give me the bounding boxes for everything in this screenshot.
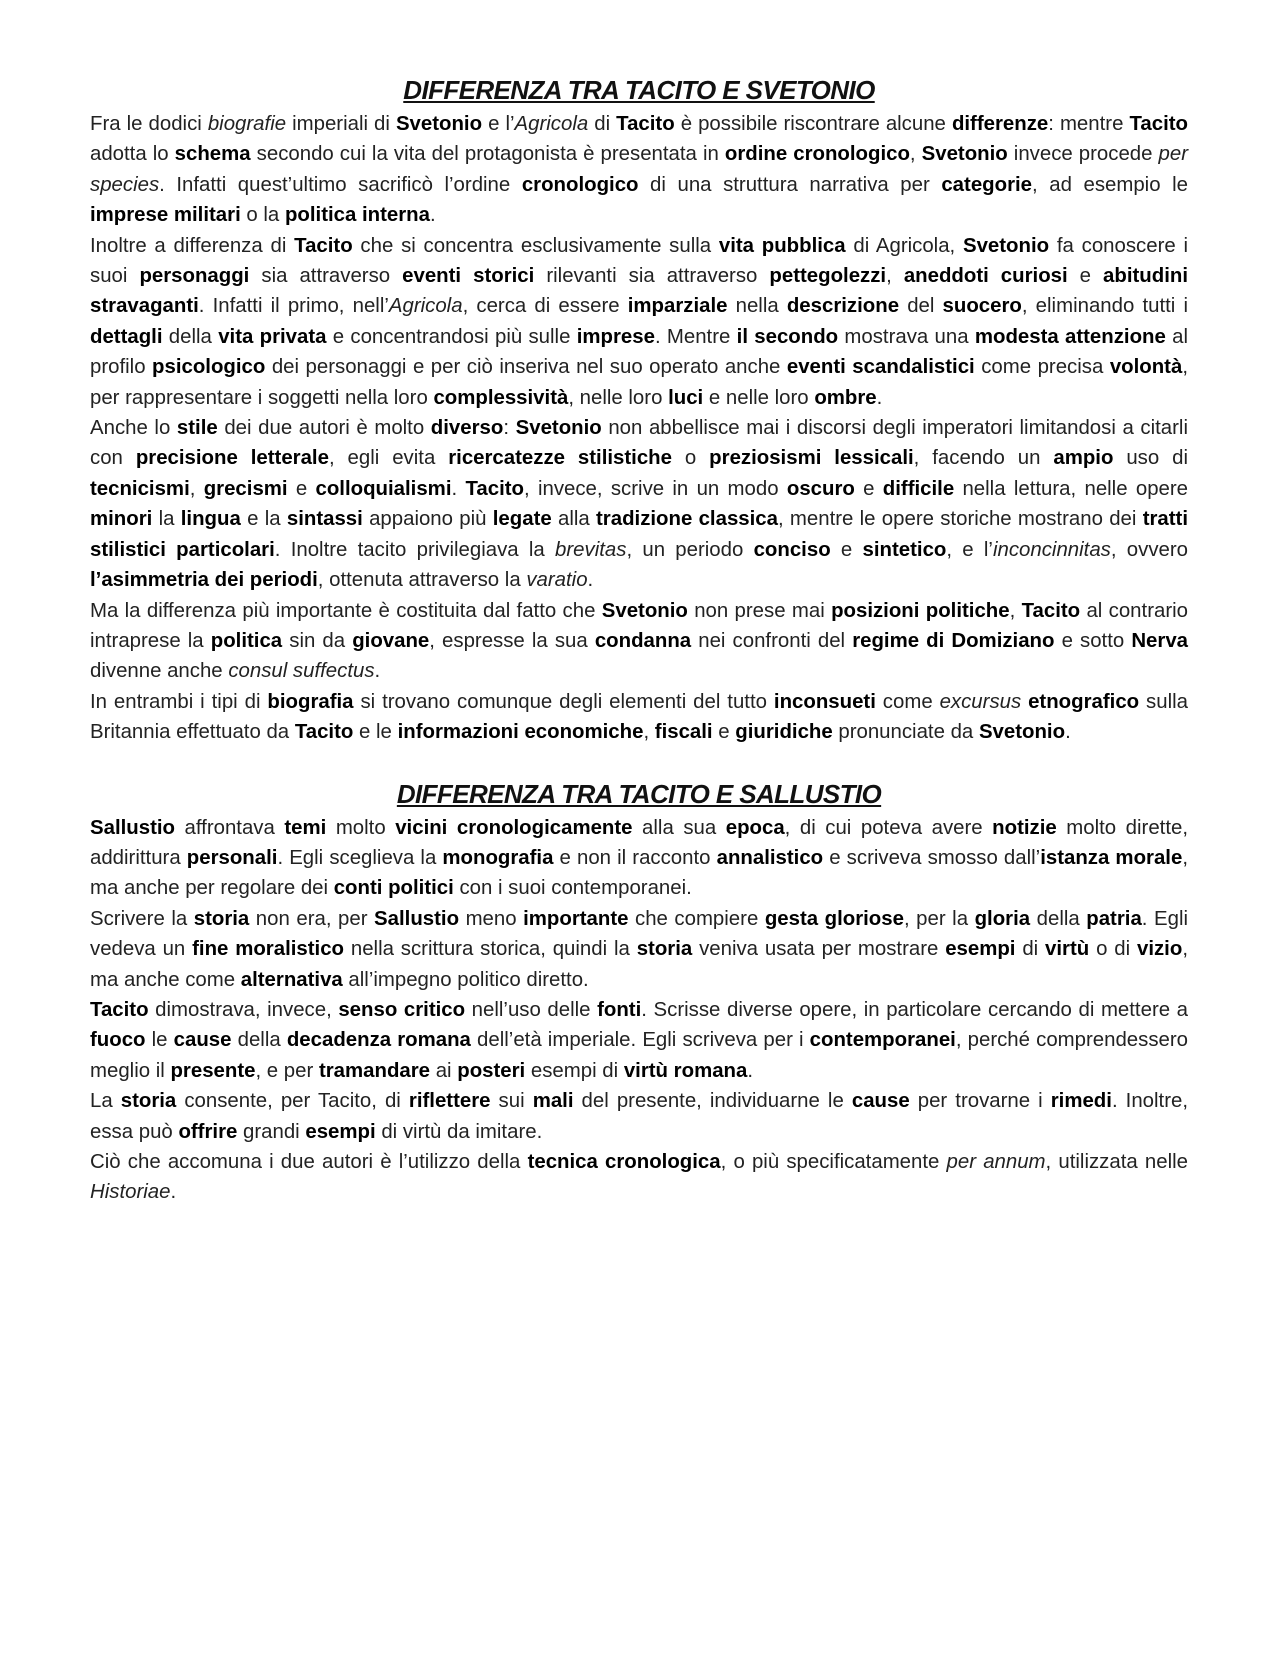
bold-term: temi <box>284 816 327 839</box>
bold-term: personali <box>186 846 278 869</box>
italic-term: per annum <box>946 1151 1046 1173</box>
bold-term: suocero <box>942 295 1022 318</box>
bold-term: annalistico <box>716 846 824 869</box>
bold-term: senso critico <box>338 998 466 1021</box>
bold-term: tradizione classica <box>596 508 778 531</box>
italic-term: per species <box>90 143 1189 196</box>
bold-term: difficile <box>882 477 955 500</box>
bold-term: politica <box>210 629 283 652</box>
bold-term: ombre <box>814 386 877 409</box>
bold-term: dettagli <box>90 325 163 348</box>
bold-term: imprese <box>576 325 655 348</box>
bold-term: imparziale <box>627 295 728 318</box>
bold-term: aneddoti curiosi <box>903 265 1068 288</box>
bold-term: Svetonio <box>515 417 602 440</box>
bold-term: volontà <box>1109 356 1183 379</box>
bold-term: cause <box>851 1090 910 1113</box>
italic-term: brevitas <box>555 538 627 561</box>
bold-term: Sallustio <box>90 816 175 839</box>
paragraph: Ciò che accomuna i due autori è l’utilizzo della tecnica cronologica, o più specificatamente per annum, utilizzata nelle Historiae. <box>90 1151 1188 1204</box>
section-title-tacito-sallustio: DIFFERENZA TRA TACITO E SALLUSTIO <box>396 778 882 809</box>
bold-term: lingua <box>180 508 241 531</box>
bold-term: vita pubblica <box>718 234 846 257</box>
paragraph: Scrivere la storia non era, per Sallustio meno importante che compiere gesta gloriose, per la gloria della patria. Egli vedeva un fine moralistico nella scrittura storica, quindi la storia veniva usata per mostrare esempi di virtù o di vizio, ma anche come alternativa all’impegno politico diretto. <box>90 907 1188 991</box>
bold-term: ordine cronologico <box>724 143 910 166</box>
bold-term: tramandare <box>318 1059 431 1082</box>
bold-term: biografia <box>267 690 354 713</box>
italic-term: excursus <box>939 690 1022 713</box>
paragraph: In entrambi i tipi di biografia si trovano comunque degli elementi del tutto inconsueti come excursus etnografico sulla Britannia effettuato da Tacito e le informazioni economiche, fiscali e giuridiche pronunciate da Svetonio. <box>90 690 1188 744</box>
bold-term: rimedi <box>1050 1090 1112 1113</box>
bold-term: eventi storici <box>402 265 535 288</box>
bold-term: istanza morale <box>1040 846 1183 869</box>
bold-term: fuoco <box>90 1029 146 1052</box>
bold-term: politica interna <box>284 204 430 227</box>
bold-term: tratti stilistici particolari <box>90 508 1188 561</box>
bold-term: esempi <box>305 1120 376 1143</box>
bold-term: Svetonio <box>921 143 1008 166</box>
bold-term: contemporanei <box>809 1029 956 1052</box>
bold-term: tecnicismi <box>90 477 190 500</box>
bold-term: conti politici <box>333 877 454 900</box>
bold-term: epoca <box>725 816 785 839</box>
bold-term: luci <box>668 386 704 409</box>
bold-term: fiscali <box>654 721 713 744</box>
bold-term: legate <box>492 508 552 531</box>
bold-term: fonti <box>597 998 642 1021</box>
bold-term: regime di Domiziano <box>852 629 1055 652</box>
bold-term: diverso <box>430 417 504 440</box>
bold-term: personaggi <box>139 265 250 288</box>
italic-term: varatio <box>526 569 588 592</box>
bold-term: vita privata <box>218 325 327 348</box>
bold-term: fine moralistico <box>192 938 345 961</box>
bold-term: storia <box>636 938 693 961</box>
section-title-tacito-svetonio: DIFFERENZA TRA TACITO E SVETONIO <box>403 75 875 105</box>
bold-term: preziosismi lessicali <box>709 447 914 470</box>
section-body-tacito-svetonio <box>90 109 1188 748</box>
bold-term: gloria <box>974 907 1031 930</box>
bold-term: virtù romana <box>623 1059 748 1082</box>
bold-term: abitudini stravaganti <box>90 265 1188 318</box>
bold-term: oscuro <box>786 477 855 500</box>
bold-term: Tacito <box>294 721 354 744</box>
bold-term: etnografico <box>1028 690 1140 713</box>
italic-term: Agricola <box>388 295 463 318</box>
italic-term: Historiae <box>90 1181 171 1204</box>
bold-term: schema <box>174 143 251 166</box>
bold-term: imprese militari <box>90 204 241 227</box>
bold-term: modesta attenzione <box>974 325 1166 348</box>
bold-term: Tacito <box>465 477 524 500</box>
bold-term: monografia <box>442 846 554 869</box>
bold-term: storia <box>120 1090 177 1113</box>
bold-term: condanna <box>594 629 692 652</box>
paragraph: Sallustio affrontava temi molto vicini cronologicamente alla sua epoca, di cui poteva avere notizie molto dirette, addirittura personali. Egli sceglieva la monografia e non il racconto annalistico e scriveva smosso dall’istanza morale, ma anche per regolare dei conti politici con i suoi contemporanei. <box>90 816 1188 900</box>
paragraph: La storia consente, per Tacito, di riflettere sui mali del presente, individuarne le cause per trovarne i rimedi. Inoltre, essa può offrire grandi esempi di virtù da imitare. <box>90 1090 1188 1143</box>
bold-term: conciso <box>753 538 831 561</box>
paragraph: Tacito dimostrava, invece, senso critico nell’uso delle fonti. Scrisse diverse opere, in particolare cercando di mettere a fuoco le cause della decadenza romana dell’età imperiale. Egli scriveva per i contemporanei, perché comprendessero meglio il presente, e per tramandare ai posteri esempi di virtù romana. <box>90 998 1189 1082</box>
italic-term: biografie <box>207 113 287 135</box>
document-page <box>90 72 1188 1208</box>
bold-term: Tacito <box>294 234 353 257</box>
bold-term: Tacito <box>90 998 149 1021</box>
bold-term: sintetico <box>862 538 947 561</box>
bold-term: posteri <box>457 1059 526 1082</box>
bold-term: il secondo <box>736 325 839 348</box>
bold-term: patria <box>1086 907 1142 930</box>
paragraph: Ma la differenza più importante è costituita dal fatto che Svetonio non prese mai posizioni politiche, Tacito al contrario intraprese la politica sin da giovane, espresse la sua condanna nei confronti del regime di Domiziano e sotto Nerva divenne anche consul suffectus. <box>90 599 1189 683</box>
bold-term: Tacito <box>616 113 675 135</box>
bold-term: ricercatezze stilistiche <box>448 447 672 470</box>
bold-term: Tacito <box>1129 113 1188 135</box>
bold-term: alternativa <box>240 968 343 991</box>
bold-term: storia <box>193 907 250 930</box>
bold-term: giuridiche <box>735 721 833 744</box>
bold-term: differenze <box>951 113 1049 135</box>
bold-term: Nerva <box>1131 629 1189 652</box>
bold-term: gesta gloriose <box>764 907 904 930</box>
bold-term: grecismi <box>203 477 288 500</box>
bold-term: posizioni politiche <box>831 599 1010 622</box>
bold-term: l’asimmetria dei periodi <box>90 569 318 592</box>
bold-term: vicini cronologicamente <box>395 816 633 839</box>
bold-term: Sallustio <box>374 907 460 930</box>
italic-term: Agricola <box>514 113 589 135</box>
bold-term: complessività <box>433 386 569 409</box>
bold-term: notizie <box>992 816 1057 839</box>
bold-term: esempi <box>945 938 1016 961</box>
bold-term: vizio <box>1136 938 1183 961</box>
italic-term: inconcinnitas <box>992 538 1111 561</box>
bold-term: offrire <box>178 1120 238 1143</box>
bold-term: sintassi <box>286 508 363 531</box>
bold-term: virtù <box>1045 938 1090 961</box>
bold-term: cronologico <box>521 173 639 196</box>
bold-term: stile <box>176 417 218 440</box>
bold-term: Svetonio <box>601 599 688 622</box>
bold-term: categorie <box>941 173 1033 196</box>
bold-term: informazioni economiche <box>397 721 644 744</box>
bold-term: ampio <box>1053 447 1114 470</box>
bold-term: riflettere <box>408 1090 491 1113</box>
bold-term: precisione letterale <box>135 447 329 470</box>
italic-term: consul suffectus <box>228 660 375 683</box>
paragraph: Anche lo stile dei due autori è molto diverso: Svetonio non abbellisce mai i discorsi degli imperatori limitandosi a citarli con precisione letterale, egli evita ricercatezze stilistiche o preziosismi lessicali, facendo un ampio uso di tecnicismi, grecismi e colloquialismi. Tacito, invece, scrive in un modo oscuro e difficile nella lettura, nelle opere minori la lingua e la sintassi appaiono più legate alla tradizione classica, mentre le opere storiche mostrano dei tratti stilistici particolari. Inoltre tacito privilegiava la brevitas, un periodo conciso e sintetico, e l’inconcinnitas, ovvero l’asimmetria dei periodi, ottenuta attraverso la varatio. <box>90 417 1189 592</box>
bold-term: pettegolezzi <box>769 265 887 288</box>
bold-term: minori <box>90 508 153 531</box>
bold-term: importante <box>523 907 629 930</box>
bold-term: descrizione <box>786 295 900 318</box>
section-body-tacito-sallustio <box>90 813 1188 1208</box>
bold-term: decadenza romana <box>286 1029 471 1052</box>
bold-term: cause <box>173 1029 232 1052</box>
bold-term: inconsueti <box>773 690 876 713</box>
bold-term: giovane <box>352 629 430 652</box>
bold-term: Svetonio <box>978 721 1066 744</box>
bold-term: eventi scandalistici <box>786 356 975 379</box>
paragraph: Inoltre a differenza di Tacito che si concentra esclusivamente sulla vita pubblica di Agricola, Svetonio fa conoscere i suoi personaggi sia attraverso eventi storici rilevanti sia attraverso pettegolezzi, aneddoti curiosi e abitudini stravaganti. Infatti il primo, nell’Agricola, cerca di essere imparziale nella descrizione del suocero, eliminando tutti i dettagli della vita privata e concentrandosi più sulle imprese. Mentre il secondo mostrava una modesta attenzione al profilo psicologico dei personaggi e per ciò inseriva nel suo operato anche eventi scandalistici come precisa volontà, per rappresentare i soggetti nella loro complessività, nelle loro luci e nelle loro ombre. <box>90 234 1189 409</box>
bold-term: Tacito <box>1021 599 1081 622</box>
bold-term: Svetonio <box>395 113 483 135</box>
bold-term: mali <box>532 1090 574 1113</box>
bold-term: psicologico <box>152 356 266 379</box>
bold-term: tecnica cronologica <box>527 1151 721 1173</box>
paragraph: Fra le dodici biografie imperiali di Svetonio e l’Agricola di Tacito è possibile riscontrare alcune differenze: mentre Tacito adotta lo schema secondo cui la vita del protagonista è presentata in ordine cronologico, Svetonio invece procede per species. Infatti quest’ultimo sacrificò l’ordine cronologico di una struttura narrativa per categorie, ad esempio le imprese militari o la politica interna. <box>90 113 1189 227</box>
bold-term: Svetonio <box>962 234 1050 257</box>
bold-term: presente <box>170 1059 256 1082</box>
bold-term: colloquialismi <box>315 477 452 500</box>
